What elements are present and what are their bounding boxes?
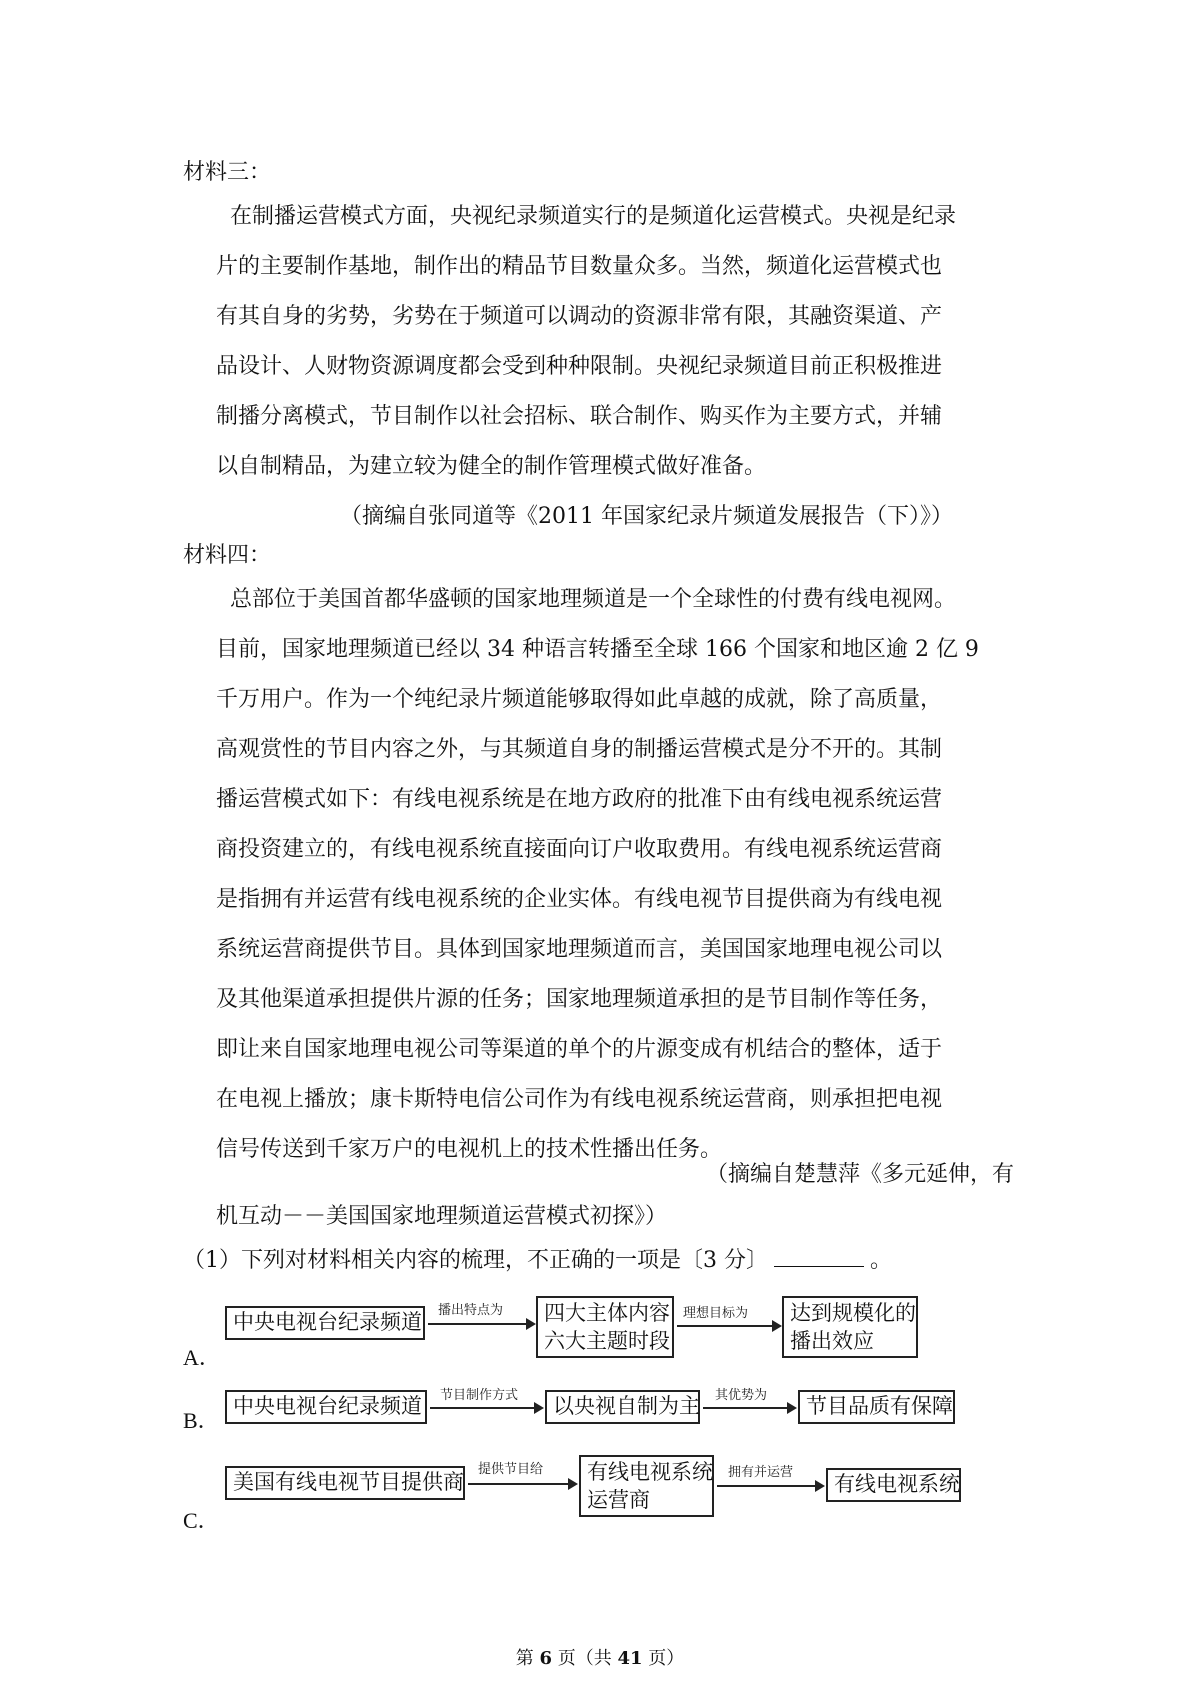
option-a-box-goal xyxy=(782,1296,918,1358)
option-c-box-operator xyxy=(579,1455,714,1517)
material4-line: 及其他渠道承担提供片源的任务；国家地理频道承担的是节目制作等任务， xyxy=(216,987,943,1012)
material4-heading: 材料四： xyxy=(183,543,272,568)
option-b-label: B． xyxy=(183,1408,220,1433)
material3-line: 有其自身的劣势，劣势在于频道可以调动的资源非常有限，其融资渠道、产 xyxy=(216,304,943,329)
material3-line: 片的主要制作基地，制作出的精品节目数量众多。当然，频道化运营模式也 xyxy=(216,254,943,279)
option-c-arrow2 xyxy=(717,1485,823,1487)
option-a-box-content-line2: 六大主题时段 xyxy=(544,1329,670,1353)
option-b-arrow1 xyxy=(430,1407,542,1409)
option-b-box-production: 以央视自制为主 xyxy=(545,1390,700,1424)
page-footer xyxy=(0,1648,1200,1670)
footer-middle: 页（共 xyxy=(557,1648,612,1669)
option-a-arrow1-label: 播出特点为 xyxy=(438,1303,504,1318)
answer-blank[interactable] xyxy=(774,1244,864,1267)
material3-line: 在制播运营模式方面，央视纪录频道实行的是频道化运营模式。央视是纪录 xyxy=(230,204,957,229)
material4-line: 信号传送到千家万户的电视机上的技术性播出任务。 xyxy=(216,1137,723,1162)
material3-source: （摘编自张同道等《2011 年国家纪录片频道发展报告（下）》） xyxy=(340,504,953,529)
option-a-box-cctv: 中央电视台纪录频道 xyxy=(225,1306,425,1340)
option-b-arrow2-label: 其优势为 xyxy=(715,1388,768,1403)
material3-line: 品设计、人财物资源调度都会受到种种限制。央视纪录频道目前正积极推进 xyxy=(216,354,943,379)
footer-page-number: 6 xyxy=(539,1648,552,1669)
material4-line: 是指拥有并运营有线电视系统的企业实体。有线电视节目提供商为有线电视 xyxy=(216,887,943,912)
footer-suffix: 页） xyxy=(648,1648,685,1669)
material4-line: 千万用户。作为一个纯纪录片频道能够取得如此卓越的成就，除了高质量， xyxy=(216,687,943,712)
option-c-arrow1-label: 提供节目给 xyxy=(478,1462,544,1477)
material3-line: 制播分离模式，节目制作以社会招标、联合制作、购买作为主要方式，并辅 xyxy=(216,404,943,429)
option-b-box-cctv: 中央电视台纪录频道 xyxy=(225,1390,427,1424)
option-c-arrow2-label: 拥有并运营 xyxy=(728,1465,794,1480)
option-b-arrow2 xyxy=(703,1407,795,1409)
option-c-box-operator-line2: 运营商 xyxy=(587,1488,650,1512)
material4-line: 目前，国家地理频道已经以 34 种语言转播至全球 166 个国家和地区逾 2 亿 9 xyxy=(216,637,979,662)
option-c-label: C． xyxy=(183,1508,220,1533)
option-c-box-provider: 美国有线电视节目提供商 xyxy=(225,1466,465,1500)
option-c-arrow1 xyxy=(468,1483,576,1485)
material4-line: 系统运营商提供节目。具体到国家地理频道而言，美国国家地理电视公司以 xyxy=(216,937,943,962)
option-a-box-goal-line2: 播出效应 xyxy=(790,1329,874,1353)
option-b-box-quality: 节目品质有保障 xyxy=(798,1390,955,1424)
material4-line: 总部位于美国首都华盛顿的国家地理频道是一个全球性的付费有线电视网。 xyxy=(230,587,957,612)
option-a-box-goal-line1: 达到规模化的 xyxy=(790,1301,916,1325)
material3-line: 以自制精品，为建立较为健全的制作管理模式做好准备。 xyxy=(216,454,767,479)
option-a-box-content xyxy=(536,1296,674,1358)
option-c-box-operator-line1: 有线电视系统 xyxy=(587,1460,713,1484)
footer-total-pages: 41 xyxy=(617,1648,643,1669)
option-a-arrow2 xyxy=(677,1325,780,1327)
footer-prefix: 第 xyxy=(515,1648,534,1669)
option-a-box-content-line1: 四大主体内容 xyxy=(544,1301,670,1325)
material3-heading: 材料三： xyxy=(183,160,272,185)
option-b-arrow1-label: 节目制作方式 xyxy=(440,1388,519,1403)
material4-line: 高观赏性的节目内容之外，与其频道自身的制播运营模式是分不开的。其制 xyxy=(216,737,943,762)
material4-line: 即让来自国家地理电视公司等渠道的单个的片源变成有机结合的整体，适于 xyxy=(216,1037,943,1062)
question-text: （1）下列对材料相关内容的梳理，不正确的一项是〔3 分〕 xyxy=(183,1248,768,1273)
option-a-arrow2-label: 理想目标为 xyxy=(683,1306,749,1321)
material4-line: 播运营模式如下：有线电视系统是在地方政府的批准下由有线电视系统运营 xyxy=(216,787,943,812)
option-a-arrow1 xyxy=(428,1323,534,1325)
question-end: 。 xyxy=(870,1248,893,1273)
material4-source-line1: （摘编自楚慧萍《多元延伸，有 xyxy=(706,1162,1015,1187)
question-1 xyxy=(183,1244,892,1276)
material4-line: 在电视上播放；康卡斯特电信公司作为有线电视系统运营商，则承担把电视 xyxy=(216,1087,943,1112)
option-a-label: A． xyxy=(183,1345,221,1370)
material4-line: 商投资建立的，有线电视系统直接面向订户收取费用。有线电视系统运营商 xyxy=(216,837,943,862)
material4-source-line2: 机互动－－美国国家地理频道运营模式初探》） xyxy=(216,1204,668,1229)
option-c-box-system: 有线电视系统 xyxy=(826,1468,961,1502)
